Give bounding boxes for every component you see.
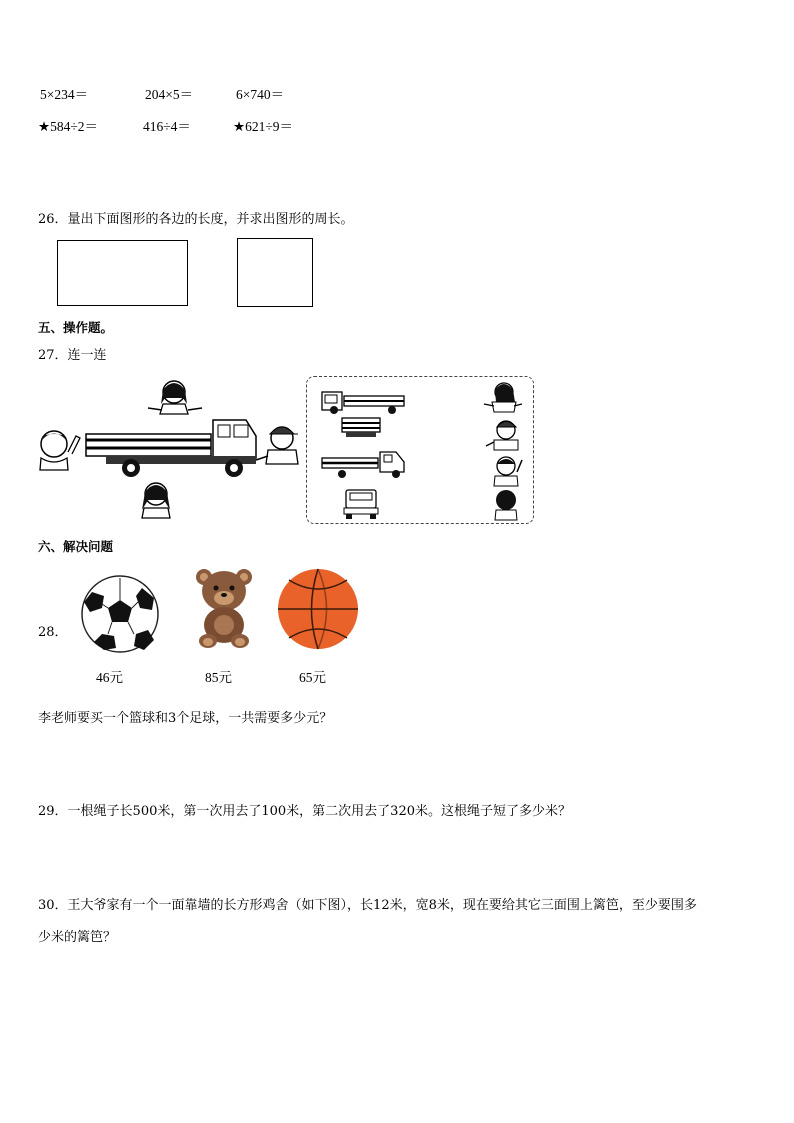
truck-side-icon bbox=[86, 420, 256, 477]
question-27: 27．连一连 bbox=[38, 348, 107, 363]
boy-waving bbox=[494, 457, 522, 486]
soccer-ball-icon bbox=[80, 574, 160, 654]
section-6-title: 六、解决问题 bbox=[38, 539, 114, 554]
basketball-icon bbox=[277, 568, 359, 650]
truck-side-view bbox=[322, 392, 404, 414]
girl-top-icon bbox=[148, 381, 202, 414]
question-28-text: 李老师要买一个篮球和3个足球，一共需要多少元？ bbox=[38, 711, 333, 726]
truck-right-view bbox=[322, 452, 404, 478]
girl-bottom-icon bbox=[142, 483, 170, 518]
girl-back bbox=[495, 490, 517, 520]
calc-5x234: 5×234＝ bbox=[40, 87, 89, 102]
calc-6x740: 6×740＝ bbox=[236, 87, 285, 102]
soccer-ball-price: 46元 bbox=[96, 670, 123, 685]
question-28-number: 28． bbox=[38, 625, 68, 640]
boy-cap-right-icon bbox=[256, 427, 298, 464]
teddy-bear-price: 85元 bbox=[205, 670, 232, 685]
basketball-price: 65元 bbox=[299, 670, 326, 685]
girl-pointing bbox=[484, 383, 522, 412]
question-26: 26．量出下面图形的各边的长度，并求出图形的周长。 bbox=[38, 212, 354, 227]
truck-scene-illustration bbox=[36, 376, 306, 526]
question-30-line2: 少米的篱笆？ bbox=[38, 930, 117, 945]
calc-621div9: ★621÷9＝ bbox=[233, 119, 294, 134]
question-30-line1: 30．王大爷家有一个一面靠墙的长方形鸡舍（如下图），长12米，宽8米，现在要给其它三面围上篱笆，至少要围多 bbox=[38, 898, 697, 913]
question-29: 29．一根绳子长500米，第一次用去了100米，第二次用去了320米。这根绳子短了多少米？ bbox=[38, 804, 571, 819]
section-5-title: 五、操作题。 bbox=[38, 320, 114, 335]
boy-cap bbox=[486, 421, 518, 450]
calc-204x5: 204×5＝ bbox=[145, 87, 194, 102]
square-shape bbox=[237, 238, 313, 307]
rectangle-shape bbox=[57, 240, 188, 306]
truck-top-view bbox=[342, 418, 380, 437]
teddy-bear-icon bbox=[194, 565, 254, 649]
calc-416div4: 416÷4＝ bbox=[143, 119, 191, 134]
calc-584div2: ★584÷2＝ bbox=[38, 119, 99, 134]
matching-box-content bbox=[312, 378, 527, 520]
boy-left-icon bbox=[40, 431, 80, 470]
truck-front-view bbox=[344, 490, 378, 519]
